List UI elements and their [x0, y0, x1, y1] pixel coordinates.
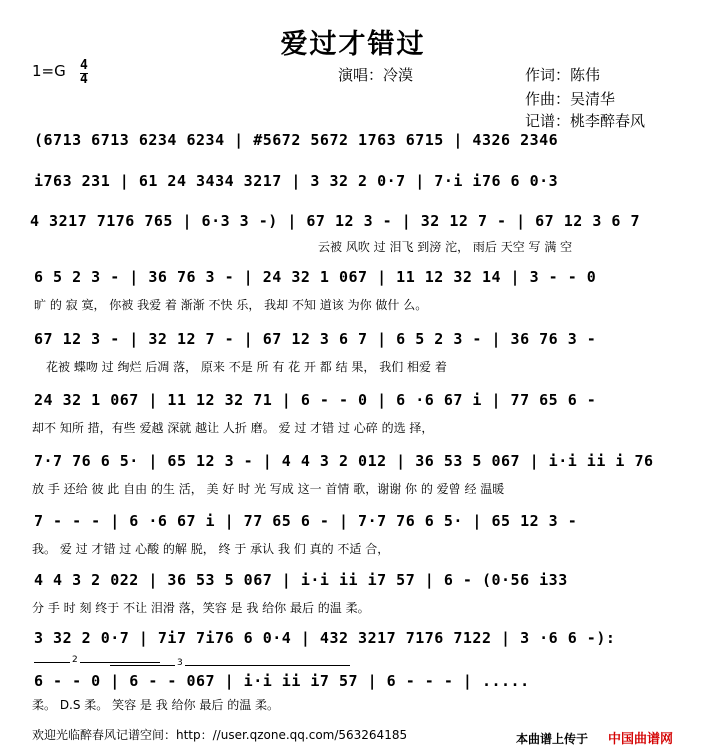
time-signature-top: 4 [80, 58, 88, 73]
notation-line: 4 4 3 2 022 | 36 53 5 067 | i·i ii i7 57 | 6 - (0·56 i33 [34, 571, 568, 589]
lyrics-line: 放 手 还给 彼 此 自由 的生 活， 美 好 时 光 写成 这一 首情 歌，谢谢 你 的 爱曾 经 温暖 [32, 482, 505, 496]
footer-credit: 欢迎光临醉春风记谱空间：http：//user.qzone.qq.com/563264185 [32, 728, 408, 742]
lyrics-line: 却不 知所 措，有些 爱越 深就 越让 人折 磨。 爱 过 才错 过 心碎 的选 择， [32, 421, 434, 435]
score-title: 爱过才错过 [280, 29, 426, 60]
key-signature: 1=G [32, 62, 66, 80]
volta-number: 3 [177, 658, 183, 668]
transcriber-credit: 记谱：桃李醉春风 [525, 112, 646, 130]
lyrics-line: 我。 爱 过 才错 过 心酸 的解 脱， 终 于 承认 我 们 真的 不适 合， [32, 542, 390, 556]
notation-line: 24 32 1 067 | 11 12 32 71 | 6 - - 0 | 6 ·6 67 i | 77 65 6 - [34, 391, 597, 409]
lyrics-line: 云被 风吹 过 泪飞 到滂 沱， 雨后 天空 写 满 空 [318, 240, 573, 254]
lyrics-line: 旷 的 寂 寞， 你被 我爱 着 渐渐 不快 乐， 我却 不知 道该 为你 做什 么。 [34, 298, 428, 312]
volta-bracket-line [110, 665, 350, 666]
notation-line: 7·7 76 6 5· | 65 12 3 - | 4 4 3 2 012 | 36 53 5 067 | i·i ii i 76 [34, 452, 654, 470]
notation-line: 3 32 2 0·7 | 7i7 7i76 6 0·4 | 432 3217 7176 7122 | 3 ·6 6 -): [34, 629, 616, 647]
notation-line: 67 12 3 - | 32 12 7 - | 67 12 3 6 7 | 6 5 2 3 - | 36 76 3 - [34, 330, 597, 348]
lyricist-credit: 作词：陈伟 [525, 66, 601, 84]
singer-credit: 演唱：冷漠 [338, 66, 414, 84]
notation-line: i763 231 | 61 24 3434 3217 | 3 32 2 0·7 | 7·i i76 6 0·3 [34, 172, 559, 190]
lyrics-line: 花被 蝶吻 过 绚烂 后凋 落， 原来 不是 所 有 花 开 都 结 果， 我们 相爱 着 [46, 360, 447, 374]
lyrics-line: 分 手 时 刻 终于 不让 泪滑 落，笑容 是 我 给你 最后 的温 柔。 [32, 601, 370, 615]
notation-line: 4 3217 7176 765 | 6·3 3 -) | 67 12 3 - | 32 12 7 - | 67 12 3 6 7 [30, 212, 640, 230]
notation-line: (6713 6713 6234 6234 | #5672 5672 1763 6715 | 4326 2346 [34, 131, 559, 149]
notation-line: 6 - - 0 | 6 - - 067 | i·i ii i7 57 | 6 - - - | ..... [34, 672, 530, 690]
site-logo: 中国曲谱网 [608, 732, 674, 747]
composer-credit: 作曲：吴清华 [525, 90, 616, 108]
upload-note: 本曲谱上传于 [516, 732, 589, 746]
lyrics-line: 柔。 D.S 柔。 笑容 是 我 给你 最后 的温 柔。 [32, 698, 280, 712]
volta-bracket-line [34, 662, 160, 663]
notation-line: 7 - - - | 6 ·6 67 i | 77 65 6 - | 7·7 76 6 5· | 65 12 3 - [34, 512, 578, 530]
time-signature-bottom: 4 [80, 72, 88, 87]
volta-number: 2 [72, 655, 78, 665]
notation-line: 6 5 2 3 - | 36 76 3 - | 24 32 1 067 | 11 12 32 14 | 3 - - 0 [34, 268, 597, 286]
